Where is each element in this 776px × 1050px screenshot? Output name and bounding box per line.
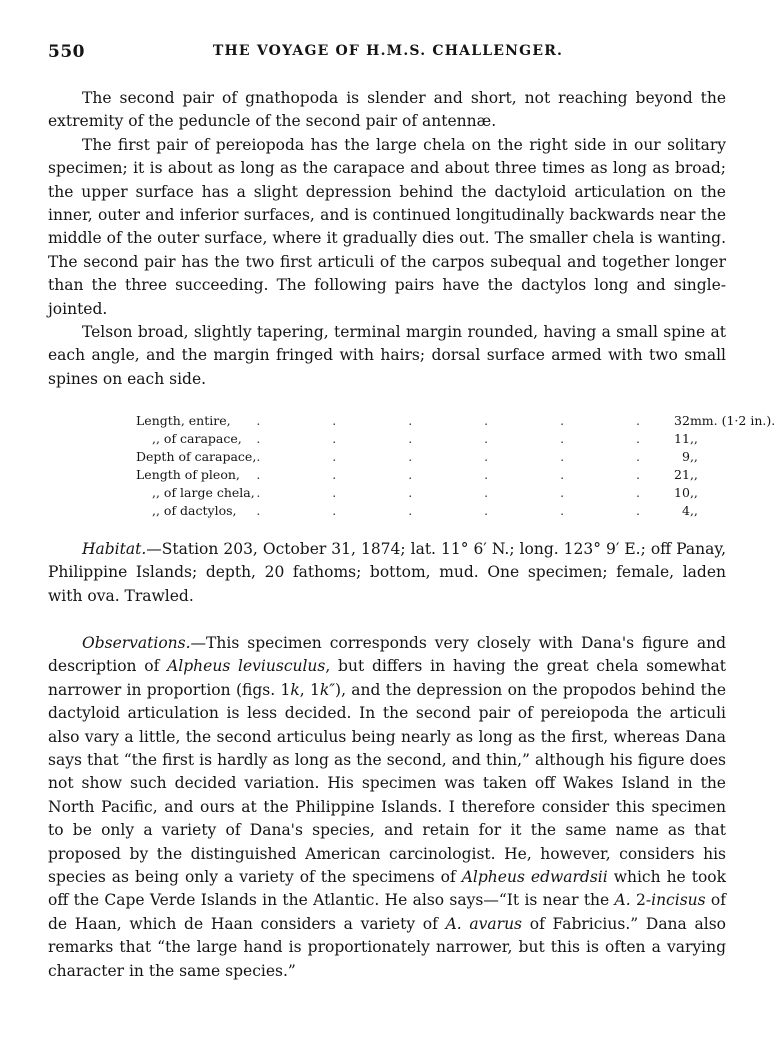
figure-ref: k″ <box>319 680 336 699</box>
measurement-row <box>136 430 775 448</box>
measurement-value: 10 <box>674 485 690 500</box>
observations-text: —This specimen corresponds very closely with Dana's figure and description of <box>48 634 726 676</box>
habitat-text: —Station 203, October 31, 1874; lat. 11° 6′ N.; long. 123° 9′ E.; off Panay, Philippine Islands; depth, 20 fathoms; bottom, mud. One specimen; female, laden with ova. Trawled. <box>48 540 726 605</box>
measurement-unit: ,, <box>689 431 698 446</box>
species-name: A. avarus <box>445 914 523 933</box>
observations-text: ), and the depression on the propodos behind the dactyloid articulation is less decided. In the second pair of pereiopoda the articuli also vary a little, the second articulus being nearly as long as the first, whereas Dana says that “the first is hardly as long as the second, and thin,” although his figure does not show such decided variation. His specimen was taken off Wakes Island in the North Pacific, and ours at the Philippine Islands. I therefore consider this specimen to be only a variety of Dana's species, and retain for it the same name as that proposed by the distinguished American carcinologist. He, however, considers his species as being only a variety of the specimens of <box>48 680 726 887</box>
paragraph-pereiopoda: The first pair of pereiopoda has the large chela on the right side in our solitary specimen; it is about as long as the carapace and about three times as long as broad; the upper surface has a slight depression behind the dactyloid articulation on the inner, outer and inferior surfaces, and is continued longitudinally backwards near the middle of the outer surface, where it gradually dies out. The smaller chela is wanting. The second pair has the two first articuli of the carpos subequal and together longer than the three succeeding. The following pairs have the dactylos long and single-jointed. <box>48 135 726 318</box>
measurement-row <box>136 412 775 430</box>
species-name: A. <box>614 891 631 910</box>
observations-paragraph <box>48 632 726 983</box>
habitat-label: Habitat. <box>82 540 147 558</box>
paragraph-telson: Telson broad, slightly tapering, terminal margin rounded, having a small spine at each angle, and the margin fringed with hairs; dorsal surface armed with two small spines on each side. <box>48 323 726 388</box>
dot-leader: . . . . . . <box>256 431 675 446</box>
measurement-label: Length, entire, <box>136 413 231 428</box>
species-name: incisus <box>651 891 706 910</box>
measurement-row <box>136 466 775 484</box>
measurement-value: 11 <box>674 431 690 446</box>
measurement-unit: mm. (1·2 in.). <box>689 413 776 428</box>
habitat-paragraph <box>48 538 726 608</box>
dot-leader: . . . . . . <box>256 449 675 464</box>
measurement-value: 4 <box>681 503 690 518</box>
measurement-value: 32 <box>674 413 690 428</box>
measurement-label: Depth of carapace, <box>136 449 257 464</box>
running-title: THE VOYAGE OF H.M.S. CHALLENGER. <box>212 43 564 59</box>
observations-text: of de Haan, which de Haan considers a variety of <box>48 891 726 933</box>
dot-leader: . . . . . . <box>256 413 675 428</box>
description-block <box>48 87 726 391</box>
observations-text: which he took off the Cape Verde Islands in the Atlantic. He also says—“It is near the <box>48 868 726 910</box>
measurement-value: 9 <box>681 449 690 464</box>
dot-leader: . . . . . . <box>256 467 675 482</box>
measurement-unit: ,, <box>689 503 698 518</box>
observations-text: , but differs in having the great chela somewhat narrower in proportion (figs. 1 <box>48 657 726 699</box>
figure-ref: k <box>290 680 300 699</box>
habitat-block <box>48 538 726 608</box>
observations-text: of Fabricius.” Dana also remarks that “the large hand is proportionately narrower, but this is often a varying character in the same species.” <box>48 914 726 980</box>
species-name: Alpheus edwardsii <box>461 868 608 887</box>
observations-text: 2- <box>630 891 652 910</box>
measurement-row <box>136 502 775 520</box>
measurement-label: ,, of large chela, <box>152 485 255 500</box>
dot-leader: . . . . . . <box>256 503 675 518</box>
measurement-label: ,, of dactylos, <box>152 503 237 518</box>
measurement-row <box>136 484 775 502</box>
observations-text: , 1 <box>299 680 320 699</box>
observations-label: Observations. <box>82 634 191 652</box>
measurement-row <box>136 448 775 466</box>
dot-leader: . . . . . . <box>256 485 675 500</box>
measurement-value: 21 <box>674 467 690 482</box>
measurement-unit: ,, <box>689 485 698 500</box>
paragraph-gnathopoda: The second pair of gnathopoda is slender and short, not reaching beyond the extremity of the peduncle of the second pair of antennæ. <box>48 89 726 131</box>
observations-block <box>48 632 726 983</box>
measurement-label: Length of pleon, <box>136 467 240 482</box>
measurement-unit: ,, <box>689 449 698 464</box>
measurement-label: ,, of carapace, <box>152 431 242 446</box>
measurements-table <box>136 412 775 520</box>
page-header <box>48 42 728 68</box>
page-number: 550 <box>48 42 85 62</box>
measurement-unit: ,, <box>689 467 698 482</box>
species-name: Alpheus leviusculus <box>167 657 326 676</box>
